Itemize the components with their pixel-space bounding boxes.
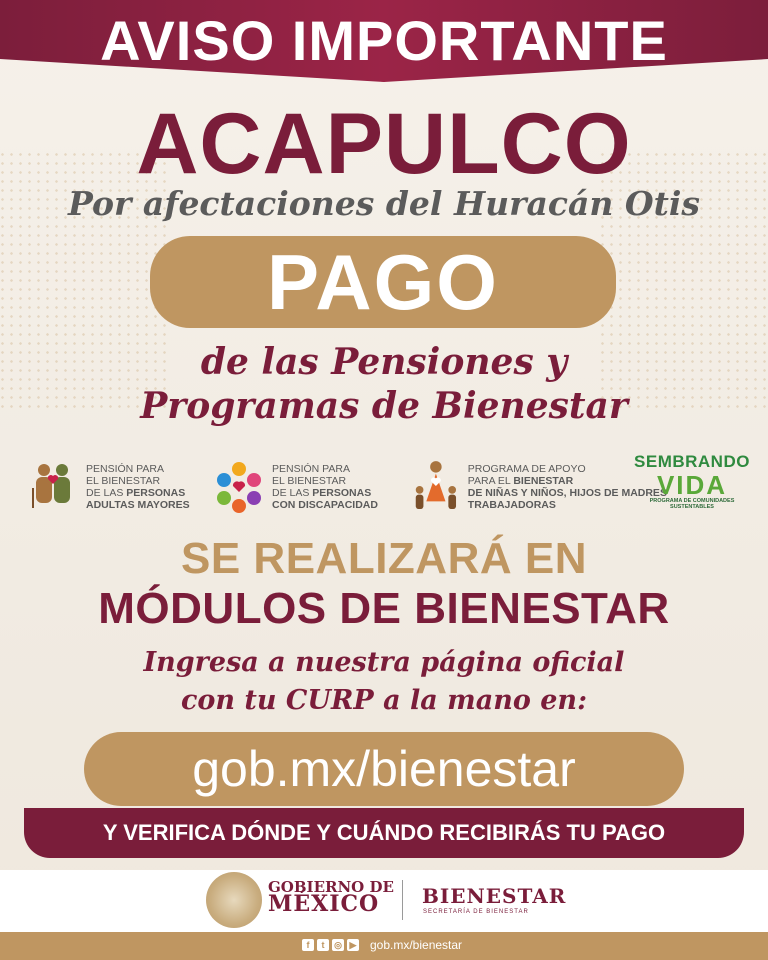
programs-line-1: de las Pensiones y [200, 341, 568, 383]
program-adultas-mayores [26, 452, 190, 522]
disability-symbols-icon [212, 460, 266, 514]
bienestar-subtitle: SECRETARÍA DE BIENESTAR [423, 909, 529, 915]
footer-url[interactable]: gob.mx/bienestar [370, 938, 463, 952]
program-discapacidad [212, 452, 378, 522]
header-title: AVISO IMPORTANTE [100, 9, 668, 72]
national-seal-icon [206, 872, 262, 928]
website-link[interactable]: gob.mx/bienestar [84, 732, 684, 806]
instructions [0, 644, 768, 720]
programs-heading [0, 340, 768, 428]
programs-line-2: Programas de Bienestar [140, 385, 628, 427]
program-label: PROGRAMA DE APOYO PARA EL BIENESTAR DE NIÑAS Y NIÑOS, HIJOS DE MADRES TRABAJADORAS [467, 463, 667, 511]
bienestar-logo: BIENESTAR [422, 884, 567, 908]
location-line-1: SE REALIZARÁ EN [181, 534, 587, 583]
gobierno-de-mexico-logo: GOBIERNO DE MÉXICO [268, 878, 394, 917]
instructions-line-2: con tu CURP a la mano en: [180, 685, 588, 716]
location-line-2: MÓDULOS DE BIENESTAR [98, 584, 670, 633]
vida-text: VIDA [656, 470, 728, 500]
program-label: PENSIÓN PARA EL BIENESTAR DE LAS PERSONAS ADULTAS MAYORES [86, 463, 190, 511]
city-title: ACAPULCO [136, 96, 632, 192]
sembrando-text: SEMBRANDO [634, 452, 750, 471]
youtube-icon[interactable]: ▶ [347, 939, 359, 951]
social-icons [302, 939, 359, 951]
instagram-icon[interactable]: ◎ [332, 939, 344, 951]
verify-banner: Y VERIFICA DÓNDE Y CUÁNDO RECIBIRÁS TU PAGO [24, 808, 744, 858]
pago-badge: PAGO [150, 236, 616, 328]
twitter-icon[interactable]: t [317, 939, 329, 951]
instructions-line-1: Ingresa a nuestra página oficial [143, 647, 625, 678]
sembrando-vida-logo [632, 452, 752, 510]
program-logos [26, 452, 750, 522]
subtitle: Por afectaciones del Huracán Otis [68, 184, 700, 223]
elderly-couple-icon [26, 460, 80, 514]
facebook-icon[interactable]: f [302, 939, 314, 951]
footer-divider [402, 880, 403, 920]
sembrando-foot: PROGRAMA DE COMUNIDADES SUSTENTABLES [649, 498, 735, 510]
mother-children-icon [410, 458, 462, 516]
program-label: PENSIÓN PARA EL BIENESTAR DE LAS PERSONAS CON DISCAPACIDAD [272, 463, 378, 511]
